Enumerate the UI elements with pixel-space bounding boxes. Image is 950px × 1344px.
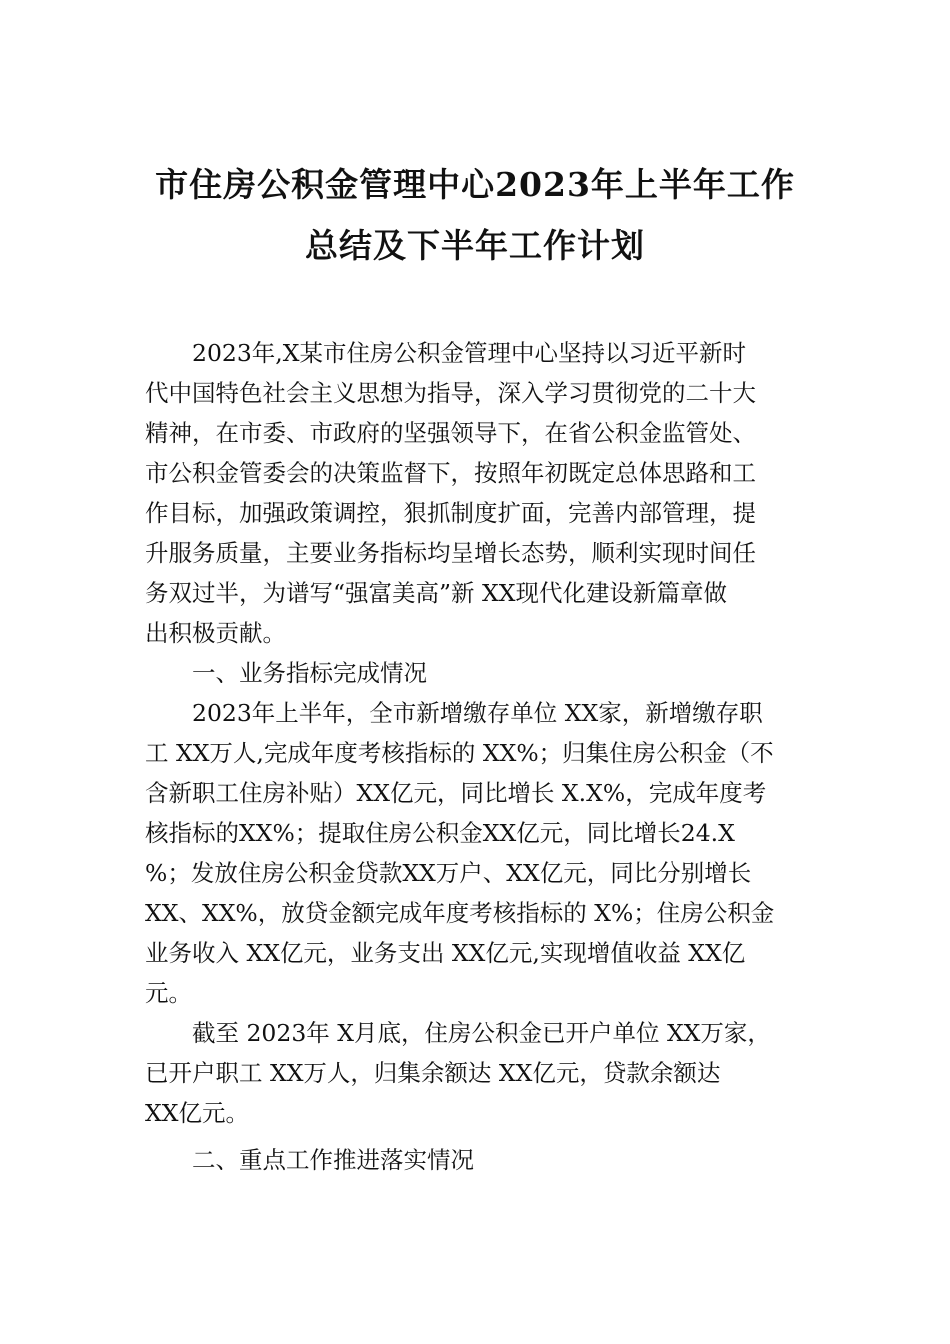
body-line: 元。 (145, 979, 192, 1007)
body-line: 市公积金管委会的决策监督下，按照年初既定总体思路和工 (145, 459, 756, 487)
body-line: 务双过半，为谱写“强富美高”新 XX现代化建设新篇章做 (145, 579, 727, 607)
document-title-line-2: 总结及下半年工作计划 (305, 226, 645, 265)
body-line: 代中国特色社会主义思想为指导，深入学习贯彻党的二十大 (145, 379, 756, 407)
body-line: 2023年,X某市住房公积金管理中心坚持以习近平新时 (145, 339, 747, 367)
body-line: XX、XX%，放贷金额完成年度考核指标的 X%；住房公积金 (145, 899, 775, 927)
body-line: 截至 2023年 X月底，住房公积金已开户单位 XX万家， (145, 1019, 771, 1047)
body-line: 升服务质量，主要业务指标均呈增长态势，顺利实现时间任 (145, 539, 756, 567)
body-line: 含新职工住房补贴）XX亿元，同比增长 X.X%，完成年度考 (145, 779, 767, 807)
body-line: 工 XX万人,完成年度考核指标的 XX%；归集住房公积金（不 (145, 739, 774, 767)
body-line: XX亿元。 (145, 1099, 249, 1127)
section-heading-1: 一、业务指标完成情况 (145, 659, 427, 687)
body-line: %；发放住房公积金贷款XX万户、XX亿元，同比分别增长 (145, 859, 752, 887)
document-title-line-1: 市住房公积金管理中心2023年上半年工作 (155, 165, 795, 204)
body-line: 已开户职工 XX万人，归集余额达 XX亿元，贷款余额达 (145, 1059, 721, 1087)
section-heading-2: 二、重点工作推进落实情况 (145, 1146, 474, 1174)
body-line: 核指标的XX%；提取住房公积金XX亿元，同比增长24.X (145, 819, 735, 847)
body-line: 业务收入 XX亿元，业务支出 XX亿元,实现增值收益 XX亿 (145, 939, 746, 967)
body-line: 精神，在市委、市政府的坚强领导下，在省公积金监管处、 (145, 419, 756, 447)
body-line: 作目标，加强政策调控，狠抓制度扩面，完善内部管理，提 (145, 499, 756, 527)
body-line: 出积极贡献。 (145, 619, 286, 647)
body-line: 2023年上半年，全市新增缴存单位 XX家，新增缴存职 (145, 699, 763, 727)
